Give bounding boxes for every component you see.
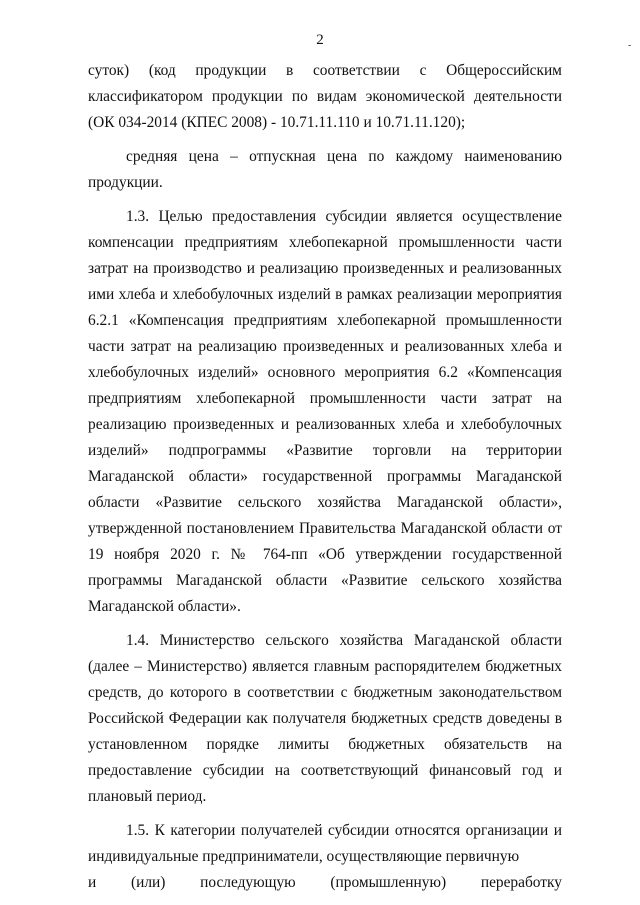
word: (код (148, 62, 176, 79)
word: Общероссийским (446, 62, 562, 79)
paragraph-continuation-first-line (88, 58, 562, 84)
page-number: 2 (316, 32, 324, 48)
word: соответствии (312, 62, 400, 79)
paragraph-1-5-last-line (88, 870, 562, 896)
paragraph-1-4: 1.4. Министерство сельского хозяйства Магаданской области (далее – Министерство) является главным распорядителем бюджетных средств, до которого в соответствии с бюджетным законодательством Российской Федерации как получателя бюджетных средств доведены в установленном порядке лимиты бюджетных обязательств на предоставление субсидии на соответствующий финансовый год и плановый период. (88, 632, 562, 805)
word: последующую (200, 874, 296, 891)
paragraph-continuation: классификатором продукции по видам экономической деятельности (ОК 034-2014 (КПЕС 2008) - 10.71.11.110 и 10.71.11.120); (88, 88, 562, 131)
word: (или) (130, 874, 166, 891)
document-body (88, 58, 562, 896)
word: в (285, 62, 294, 79)
corner-mark: - (628, 40, 632, 51)
word: (промышленную) (330, 874, 447, 891)
paragraph-average-price: средняя цена – отпускная цена по каждому наименованию продукции. (88, 148, 562, 191)
paragraph-1-3: 1.3. Целью предоставления субсидии является осуществление компенсации предприятиям хлебопекарной промышленности части затрат на производство и реализацию произведенных и реализованных ими хлеба и хлебобулочных изделий в рамках реализации мероприятия 6.2.1 «Компенсация предприятиям хлебопекарной промышленности части затрат на реализацию произведенных и реализованных хлеба и хлебобулочных изделий» основного мероприятия 6.2 «Компенсация предприятиям хлебопекарной промышленности части затрат на реализацию произведенных и реализованных хлеба и хлебобулочных изделий» подпрограммы «Развитие торговли на территории Магаданской области» государственной программы Магаданской области «Развитие сельского хозяйства Магаданской области», утвержденной постановлением Правительства Магаданской области от 19 ноября 2020 г. № 764-пп «Об утверждении государственной программы Магаданской области «Развитие сельского хозяйства Магаданской области». (88, 208, 562, 615)
word: суток) (88, 62, 130, 79)
word: переработку (480, 874, 562, 891)
word: продукции (195, 62, 267, 79)
word: с (419, 62, 427, 79)
word: и (88, 874, 97, 891)
paragraph-1-5: 1.5. К категории получателей субсидии относятся организации и индивидуальные предприниматели, осуществляющие первичную (88, 822, 562, 865)
